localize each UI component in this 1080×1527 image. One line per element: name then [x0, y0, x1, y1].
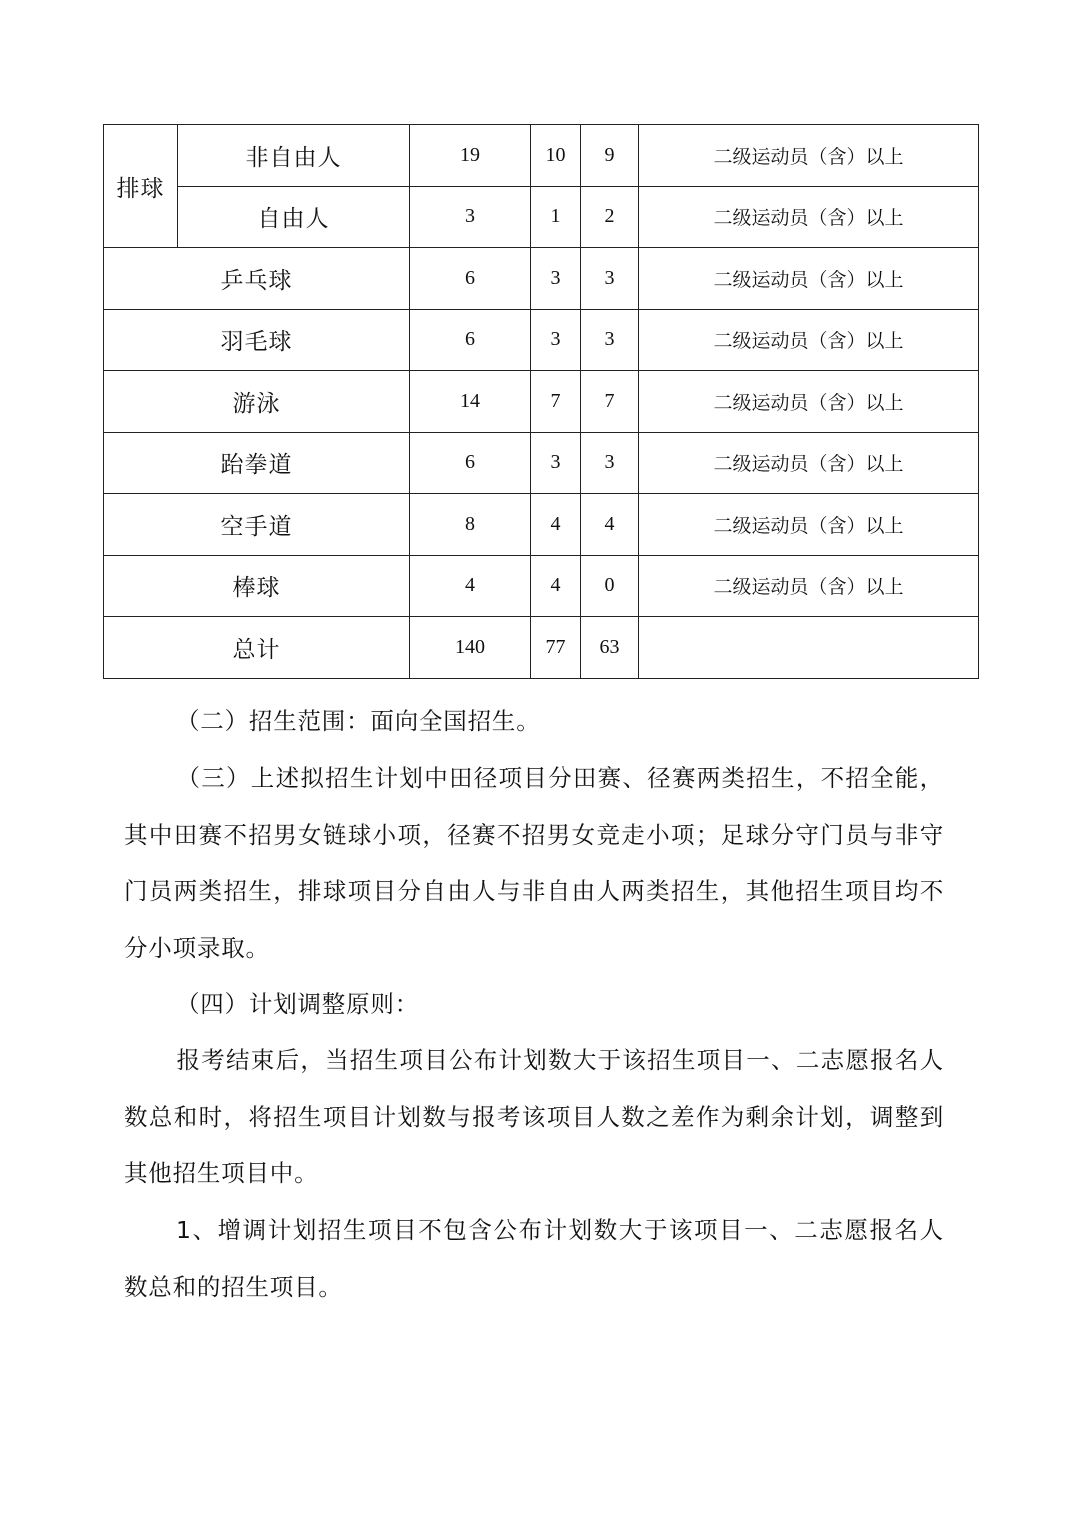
rule-1-text: 1、增调计划招生项目不包含公布计划数大于该项目一、二志愿报名人数总和的招生项目。 — [124, 1216, 944, 1301]
female-count-cell: 9 — [581, 125, 639, 187]
table-row — [104, 309, 979, 371]
total-count-cell: 4 — [410, 555, 531, 617]
adjust-body-text: 报考结束后，当招生项目公布计划数大于该招生项目一、二志愿报名人数总和时，将招生项目计划数与报考该项目人数之差作为剩余计划，调整到其他招生项目中。 — [124, 1046, 944, 1187]
item-name-cell: 乒乓球 — [104, 248, 410, 310]
female-count-cell: 3 — [581, 309, 639, 371]
table-row — [104, 494, 979, 556]
total-count-cell: 19 — [410, 125, 531, 187]
requirement-cell — [639, 617, 979, 679]
categories-paragraph — [124, 750, 944, 976]
item-name-cell: 空手道 — [104, 494, 410, 556]
requirement-cell: 二级运动员（含）以上 — [639, 494, 979, 556]
total-count-cell: 140 — [410, 617, 531, 679]
total-count-cell: 6 — [410, 309, 531, 371]
male-count-cell: 3 — [531, 309, 581, 371]
total-count-cell: 8 — [410, 494, 531, 556]
total-count-cell: 14 — [410, 371, 531, 433]
female-count-cell: 7 — [581, 371, 639, 433]
total-count-cell: 3 — [410, 186, 531, 248]
item-name-cell: 游泳 — [104, 371, 410, 433]
categories-text: （三）上述拟招生计划中田径项目分田赛、径赛两类招生，不招全能，其中田赛不招男女链球小项，径赛不招男女竞走小项；足球分守门员与非守门员两类招生，排球项目分自由人与非自由人两类招生，其他招生项目均不分小项录取。 — [124, 764, 944, 962]
female-count-cell: 3 — [581, 432, 639, 494]
table-total-row — [104, 617, 979, 679]
requirement-cell: 二级运动员（含）以上 — [639, 309, 979, 371]
requirement-cell: 二级运动员（含）以上 — [639, 248, 979, 310]
requirement-cell: 二级运动员（含）以上 — [639, 555, 979, 617]
male-count-cell: 4 — [531, 494, 581, 556]
group-name-cell: 排球 — [104, 125, 178, 248]
male-count-cell: 7 — [531, 371, 581, 433]
item-name-cell: 棒球 — [104, 555, 410, 617]
female-count-cell: 2 — [581, 186, 639, 248]
adjust-body-paragraph — [124, 1032, 944, 1202]
table-row — [104, 555, 979, 617]
item-name-cell: 羽毛球 — [104, 309, 410, 371]
adjust-heading-paragraph — [124, 976, 944, 1033]
total-count-cell: 6 — [410, 248, 531, 310]
male-count-cell: 3 — [531, 248, 581, 310]
enrollment-plan-table — [103, 124, 979, 679]
male-count-cell: 1 — [531, 186, 581, 248]
male-count-cell: 3 — [531, 432, 581, 494]
table-row — [104, 432, 979, 494]
requirement-cell: 二级运动员（含）以上 — [639, 125, 979, 187]
item-name-cell: 跆拳道 — [104, 432, 410, 494]
scope-paragraph — [124, 693, 944, 750]
requirement-cell: 二级运动员（含）以上 — [639, 186, 979, 248]
scope-text: （二）招生范围：面向全国招生。 — [176, 707, 541, 735]
table-row — [104, 186, 979, 248]
male-count-cell: 10 — [531, 125, 581, 187]
table-row — [104, 248, 979, 310]
male-count-cell: 4 — [531, 555, 581, 617]
requirement-cell: 二级运动员（含）以上 — [639, 371, 979, 433]
table-row — [104, 371, 979, 433]
item-name-cell: 自由人 — [178, 186, 410, 248]
male-count-cell: 77 — [531, 617, 581, 679]
female-count-cell: 0 — [581, 555, 639, 617]
adjust-heading-text: （四）计划调整原则： — [176, 990, 419, 1018]
requirement-cell: 二级运动员（含）以上 — [639, 432, 979, 494]
female-count-cell: 4 — [581, 494, 639, 556]
female-count-cell: 3 — [581, 248, 639, 310]
table-row — [104, 125, 979, 187]
item-name-cell: 非自由人 — [178, 125, 410, 187]
total-label-cell: 总计 — [104, 617, 410, 679]
total-count-cell: 6 — [410, 432, 531, 494]
female-count-cell: 63 — [581, 617, 639, 679]
rule-1-paragraph — [124, 1202, 944, 1315]
